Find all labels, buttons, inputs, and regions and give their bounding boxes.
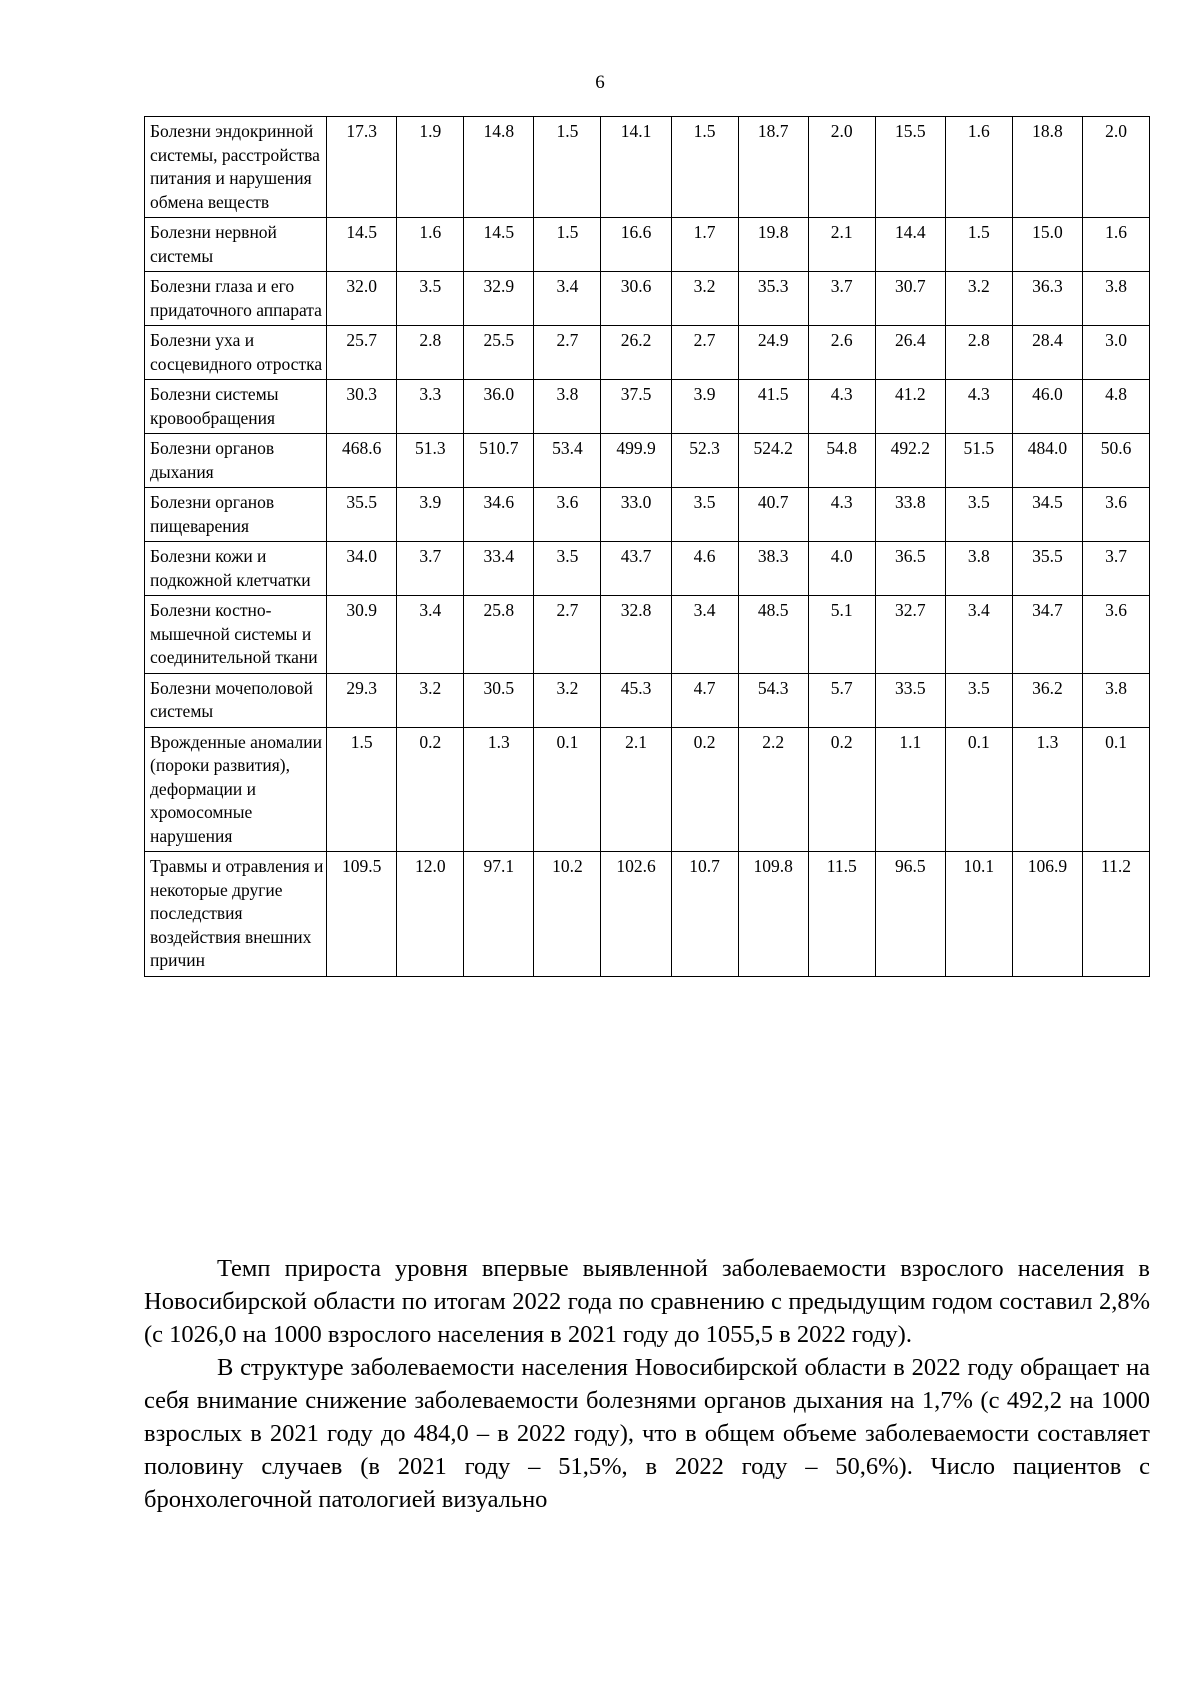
table-cell: 25.5 (464, 326, 534, 380)
table-cell: 0.1 (1083, 727, 1150, 852)
table-cell: 41.2 (875, 380, 945, 434)
table-cell: 2.7 (534, 596, 601, 674)
table-cell: 3.0 (1083, 326, 1150, 380)
table-cell: 3.2 (397, 673, 464, 727)
table-cell: 3.2 (671, 272, 738, 326)
table-cell: 30.9 (327, 596, 397, 674)
row-label: Болезни кожи и подкожной клетчатки (145, 542, 327, 596)
table-cell: 41.5 (738, 380, 808, 434)
row-label: Болезни нервной системы (145, 218, 327, 272)
table-cell: 11.2 (1083, 852, 1150, 977)
table-cell: 3.5 (534, 542, 601, 596)
table-cell: 1.1 (875, 727, 945, 852)
table-cell: 3.3 (397, 380, 464, 434)
table-cell: 2.1 (808, 218, 875, 272)
table-cell: 26.4 (875, 326, 945, 380)
table-row (145, 117, 1150, 218)
table-cell: 32.0 (327, 272, 397, 326)
table-cell: 33.8 (875, 488, 945, 542)
table-cell: 2.1 (601, 727, 671, 852)
table-cell: 510.7 (464, 434, 534, 488)
table-cell: 37.5 (601, 380, 671, 434)
table-row (145, 218, 1150, 272)
table-cell: 35.3 (738, 272, 808, 326)
table-cell: 2.6 (808, 326, 875, 380)
table-cell: 2.7 (534, 326, 601, 380)
table-cell: 524.2 (738, 434, 808, 488)
table-cell: 38.3 (738, 542, 808, 596)
table-cell: 3.2 (945, 272, 1012, 326)
table-cell: 32.8 (601, 596, 671, 674)
table-cell: 10.1 (945, 852, 1012, 977)
table-cell: 19.8 (738, 218, 808, 272)
table-cell: 0.1 (945, 727, 1012, 852)
table-cell: 30.6 (601, 272, 671, 326)
row-label: Болезни органов пищеварения (145, 488, 327, 542)
table-cell: 0.2 (397, 727, 464, 852)
table-cell: 51.3 (397, 434, 464, 488)
table-cell: 30.3 (327, 380, 397, 434)
table-cell: 2.0 (1083, 117, 1150, 218)
table-cell: 10.2 (534, 852, 601, 977)
table-cell: 4.6 (671, 542, 738, 596)
table-cell: 30.7 (875, 272, 945, 326)
table-cell: 17.3 (327, 117, 397, 218)
table-cell: 3.9 (397, 488, 464, 542)
table-cell: 1.5 (945, 218, 1012, 272)
table-cell: 14.8 (464, 117, 534, 218)
table-cell: 54.3 (738, 673, 808, 727)
table-cell: 24.9 (738, 326, 808, 380)
table-cell: 3.7 (808, 272, 875, 326)
table-cell: 3.4 (534, 272, 601, 326)
table-cell: 36.5 (875, 542, 945, 596)
table-cell: 4.3 (945, 380, 1012, 434)
table-cell: 1.9 (397, 117, 464, 218)
table-cell: 34.7 (1012, 596, 1082, 674)
table-cell: 3.4 (945, 596, 1012, 674)
table-cell: 3.5 (397, 272, 464, 326)
table-cell: 34.0 (327, 542, 397, 596)
table-cell: 35.5 (327, 488, 397, 542)
table-cell: 45.3 (601, 673, 671, 727)
table-row (145, 434, 1150, 488)
table-cell: 3.6 (1083, 488, 1150, 542)
table-cell: 3.5 (671, 488, 738, 542)
table-cell: 32.7 (875, 596, 945, 674)
row-label: Врожденные аномалии (пороки развития), деформации и хромосомные нарушения (145, 727, 327, 852)
table-cell: 2.2 (738, 727, 808, 852)
table-cell: 53.4 (534, 434, 601, 488)
table-cell: 10.7 (671, 852, 738, 977)
table-cell: 0.2 (671, 727, 738, 852)
table-cell: 3.2 (534, 673, 601, 727)
table-cell: 2.8 (397, 326, 464, 380)
table-cell: 3.6 (534, 488, 601, 542)
row-label: Болезни уха и сосцевидного отростка (145, 326, 327, 380)
table-cell: 33.0 (601, 488, 671, 542)
row-label: Болезни эндокринной системы, расстройства питания и нарушения обмена веществ (145, 117, 327, 218)
table-cell: 14.4 (875, 218, 945, 272)
table-cell: 36.0 (464, 380, 534, 434)
table-cell: 3.4 (671, 596, 738, 674)
table-cell: 48.5 (738, 596, 808, 674)
table-cell: 3.8 (534, 380, 601, 434)
table-cell: 3.5 (945, 488, 1012, 542)
table-cell: 2.8 (945, 326, 1012, 380)
table-cell: 492.2 (875, 434, 945, 488)
table-cell: 11.5 (808, 852, 875, 977)
row-label: Болезни глаза и его придаточного аппарата (145, 272, 327, 326)
table-cell: 54.8 (808, 434, 875, 488)
table-row (145, 852, 1150, 977)
row-label: Болезни органов дыхания (145, 434, 327, 488)
table-cell: 4.3 (808, 488, 875, 542)
table-cell: 15.0 (1012, 218, 1082, 272)
page-number: 6 (595, 72, 605, 93)
table-cell: 12.0 (397, 852, 464, 977)
table-row (145, 272, 1150, 326)
table-cell: 3.8 (945, 542, 1012, 596)
table-cell: 28.4 (1012, 326, 1082, 380)
table-cell: 15.5 (875, 117, 945, 218)
table-cell: 52.3 (671, 434, 738, 488)
row-label: Болезни костно-мышечной системы и соединительной ткани (145, 596, 327, 674)
table-row (145, 727, 1150, 852)
table-cell: 0.2 (808, 727, 875, 852)
table-cell: 3.7 (1083, 542, 1150, 596)
table-cell: 14.5 (464, 218, 534, 272)
table-cell: 34.6 (464, 488, 534, 542)
table-cell: 3.8 (1083, 673, 1150, 727)
table-cell: 1.3 (464, 727, 534, 852)
table-cell: 1.6 (397, 218, 464, 272)
body-text (144, 1252, 1150, 1516)
paragraph-growth-rate: Темп прироста уровня впервые выявленной заболеваемости взрослого населения в Новосибирской области по итогам 2022 года по сравнению с предыдущим годом составил 2,8% (с 1026,0 на 1000 взрослого населения в 2021 году до 1055,5 в 2022 году). (144, 1255, 1150, 1348)
table-cell: 106.9 (1012, 852, 1082, 977)
table-cell: 4.0 (808, 542, 875, 596)
table-cell: 5.1 (808, 596, 875, 674)
table-cell: 1.3 (1012, 727, 1082, 852)
table-cell: 1.7 (671, 218, 738, 272)
table-cell: 96.5 (875, 852, 945, 977)
table-cell: 3.4 (397, 596, 464, 674)
table-cell: 109.8 (738, 852, 808, 977)
row-label: Болезни системы кровообращения (145, 380, 327, 434)
table-row (145, 596, 1150, 674)
table-cell: 36.3 (1012, 272, 1082, 326)
morbidity-table (144, 116, 1150, 977)
table-body (145, 117, 1150, 977)
row-label: Болезни мочеполовой системы (145, 673, 327, 727)
table-cell: 35.5 (1012, 542, 1082, 596)
table-cell: 26.2 (601, 326, 671, 380)
table-cell: 50.6 (1083, 434, 1150, 488)
table-cell: 484.0 (1012, 434, 1082, 488)
table-cell: 4.3 (808, 380, 875, 434)
table-row (145, 542, 1150, 596)
table-cell: 33.5 (875, 673, 945, 727)
table-cell: 43.7 (601, 542, 671, 596)
table-cell: 2.0 (808, 117, 875, 218)
table-cell: 14.5 (327, 218, 397, 272)
table-cell: 3.8 (1083, 272, 1150, 326)
table-cell: 3.7 (397, 542, 464, 596)
table-cell: 5.7 (808, 673, 875, 727)
table-cell: 109.5 (327, 852, 397, 977)
table-cell: 18.7 (738, 117, 808, 218)
table-cell: 3.9 (671, 380, 738, 434)
table-cell: 34.5 (1012, 488, 1082, 542)
table-cell: 14.1 (601, 117, 671, 218)
table-cell: 97.1 (464, 852, 534, 977)
table-cell: 3.6 (1083, 596, 1150, 674)
table-cell: 25.7 (327, 326, 397, 380)
table-row (145, 673, 1150, 727)
table-cell: 32.9 (464, 272, 534, 326)
row-label: Травмы и отравления и некоторые другие последствия воздействия внешних причин (145, 852, 327, 977)
table-cell: 1.5 (534, 117, 601, 218)
table-cell: 40.7 (738, 488, 808, 542)
table-cell: 16.6 (601, 218, 671, 272)
table-cell: 1.6 (945, 117, 1012, 218)
table-cell: 1.6 (1083, 218, 1150, 272)
table-cell: 4.7 (671, 673, 738, 727)
table-cell: 4.8 (1083, 380, 1150, 434)
table-cell: 36.2 (1012, 673, 1082, 727)
table-cell: 51.5 (945, 434, 1012, 488)
table-cell: 499.9 (601, 434, 671, 488)
table-row (145, 380, 1150, 434)
table-cell: 46.0 (1012, 380, 1082, 434)
table-cell: 1.5 (327, 727, 397, 852)
table-cell: 102.6 (601, 852, 671, 977)
table-cell: 25.8 (464, 596, 534, 674)
table-row (145, 488, 1150, 542)
table-cell: 30.5 (464, 673, 534, 727)
paragraph-respiratory: В структуре заболеваемости населения Новосибирской области в 2022 году обращает на себя внимание снижение заболеваемости болезнями органов дыхания на 1,7% (с 492,2 на 1000 взрослых в 2021 году до 484,0 – в 2022 году), что в общем объеме заболеваемости составляет половину случаев (в 2021 году – 51,5%, в 2022 году – 50,6%). Число пациентов с бронхолегочной патологией визуально (144, 1354, 1150, 1513)
table-cell: 0.1 (534, 727, 601, 852)
table-cell: 33.4 (464, 542, 534, 596)
table-row (145, 326, 1150, 380)
table-cell: 3.5 (945, 673, 1012, 727)
table-cell: 1.5 (671, 117, 738, 218)
table-cell: 18.8 (1012, 117, 1082, 218)
table-cell: 2.7 (671, 326, 738, 380)
table-cell: 468.6 (327, 434, 397, 488)
table-cell: 29.3 (327, 673, 397, 727)
table-cell: 1.5 (534, 218, 601, 272)
